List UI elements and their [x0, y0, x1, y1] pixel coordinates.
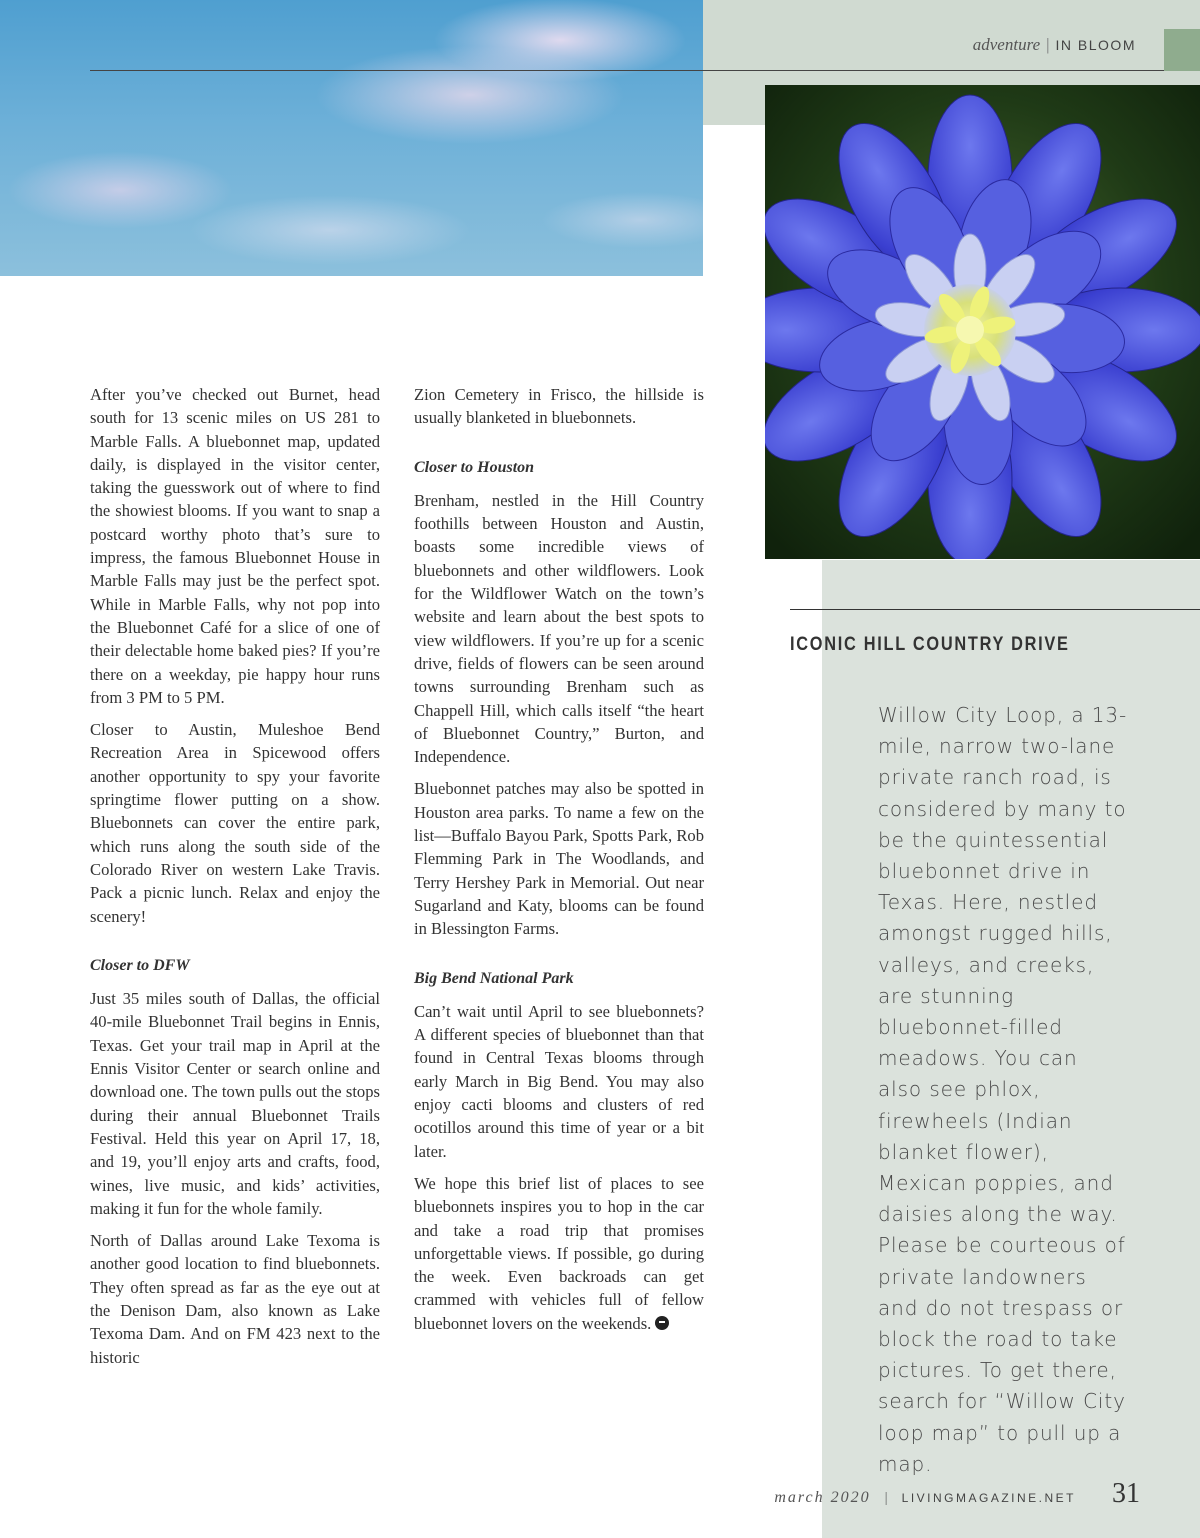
sidebar-title: ICONIC HILL COUNTRY DRIVE — [790, 634, 1070, 655]
paragraph: North of Dallas around Lake Texoma is another good location to find bluebonnets. They often spread as far as the eye out at the Denison Dam, also known as Lake Texoma Dam. And on FM 423 next to the historic — [90, 1231, 380, 1367]
closing-text: We hope this brief list of places to see bluebonnets inspires you to hop in the car and take a road trip that promises unforgettable views. If possible, go during the week. Even backroads can get crammed with vehicles full of fellow bluebonnet lovers on the weekends. — [414, 1173, 704, 1333]
subheading-big-bend: Big Bend National Park — [414, 969, 574, 987]
article-column-right — [414, 383, 704, 1344]
subheading-houston: Closer to Houston — [414, 458, 535, 476]
sky-photo — [0, 0, 703, 276]
paragraph: Bluebonnet patches may also be spotted in Houston area parks. To name a few on the list—Buffalo Bayou Park, Spotts Park, Rob Flemming Park in The Woodlands, and Terry Hershey Park in Memorial. Out near Sugarland and Katy, blooms can be found in Blessington Farms. — [414, 779, 704, 939]
subsection-name: IN BLOOM — [1055, 37, 1136, 53]
sidebar-rule — [790, 609, 1200, 610]
page-number: 31 — [1112, 1478, 1140, 1509]
paragraph: Zion Cemetery in Frisco, the hillside is usually blanketed in bluebonnets. — [414, 385, 704, 428]
header-accent-tab — [1164, 29, 1200, 71]
section-separator: | — [1046, 35, 1050, 54]
page-footer — [774, 1478, 1140, 1510]
end-mark-icon — [655, 1316, 669, 1330]
paragraph: After you’ve checked out Burnet, head south for 13 scenic miles on US 281 to Marble Falls. A bluebonnet map, updated daily, is displayed in the visitor center, taking the guesswork out of where to find the showiest blooms. If you want to snap a postcard worthy photo that’s sure to impress, the famous Bluebonnet House in Marble Falls may just be the perfect spot. While in Marble Falls, why not pop into the Bluebonnet Café for a slice of one of their delectable home baked pies? If you’re there on a weekday, pie happy hour runs from 3 PM to 5 PM. — [90, 385, 380, 707]
section-label — [973, 35, 1136, 55]
issue-date: march 2020 — [774, 1489, 871, 1506]
bluebonnet-illustration — [765, 85, 1200, 559]
article-column-left — [90, 383, 380, 1378]
paragraph: Can’t wait until April to see bluebonnets? A different species of bluebonnet than that found in Central Texas blooms through early March in Big Bend. You may also enjoy cacti blooms and clusters of red ocotillos around this time of year or a bit later. — [414, 1001, 704, 1161]
subheading-dfw: Closer to DFW — [90, 956, 190, 974]
bluebonnet-photo — [765, 85, 1200, 559]
sidebar-body: Willow City Loop, a 13-mile, narrow two-lane private ranch road, is considered by many to be the quintessential bluebonnet drive in Texas. Here, nestled amongst rugged hills, valleys, and creeks, are stunning bluebonnet-filled meadows. You can also see phlox, firewheels (Indian blanket flower), Mexican poppies, and daisies along the way. Please be courteous of private landowners and do not trespass or block the road to take pictures. To get there, search for “Willow City loop map” to pull up a map. — [878, 703, 1128, 1476]
website: LIVINGMAGAZINE.NET — [901, 1491, 1076, 1505]
header-rule — [90, 70, 1164, 71]
footer-separator: | — [884, 1490, 888, 1506]
paragraph: Just 35 miles south of Dallas, the official 40-mile Bluebonnet Trail begins in Ennis, Texas. Get your trail map in April at the Ennis Visitor Center or search online and download one. The town pulls out the stops during their annual Bluebonnet Trails Festival. Held this year on April 17, 18, and 19, you’ll enjoy arts and crafts, food, wines, live music, and kids’ activities, making it fun for the whole family. — [90, 989, 380, 1218]
paragraph-closing — [414, 1172, 704, 1335]
paragraph: Closer to Austin, Muleshoe Bend Recreation Area in Spicewood offers another opportunity to spy your favorite springtime flower putting on a show. Bluebonnets can cover the entire park, which runs along the south side of the Colorado River on western Lake Travis. Pack a picnic lunch. Relax and enjoy the scenery! — [90, 720, 380, 926]
paragraph: Brenham, nestled in the Hill Country foothills between Houston and Austin, boasts some incredible views of bluebonnets and other wildflowers. Look for the Wildflower Watch on the town’s website and learn about the best spots to view wildflowers. If you’re up for a scenic drive, fields of flowers can be seen around towns surrounding Brenham such as Chappell Hill, which calls itself “the heart of Bluebonnet Country,” Burton, and Independence. — [414, 490, 704, 767]
section-name: adventure — [972, 35, 1041, 54]
